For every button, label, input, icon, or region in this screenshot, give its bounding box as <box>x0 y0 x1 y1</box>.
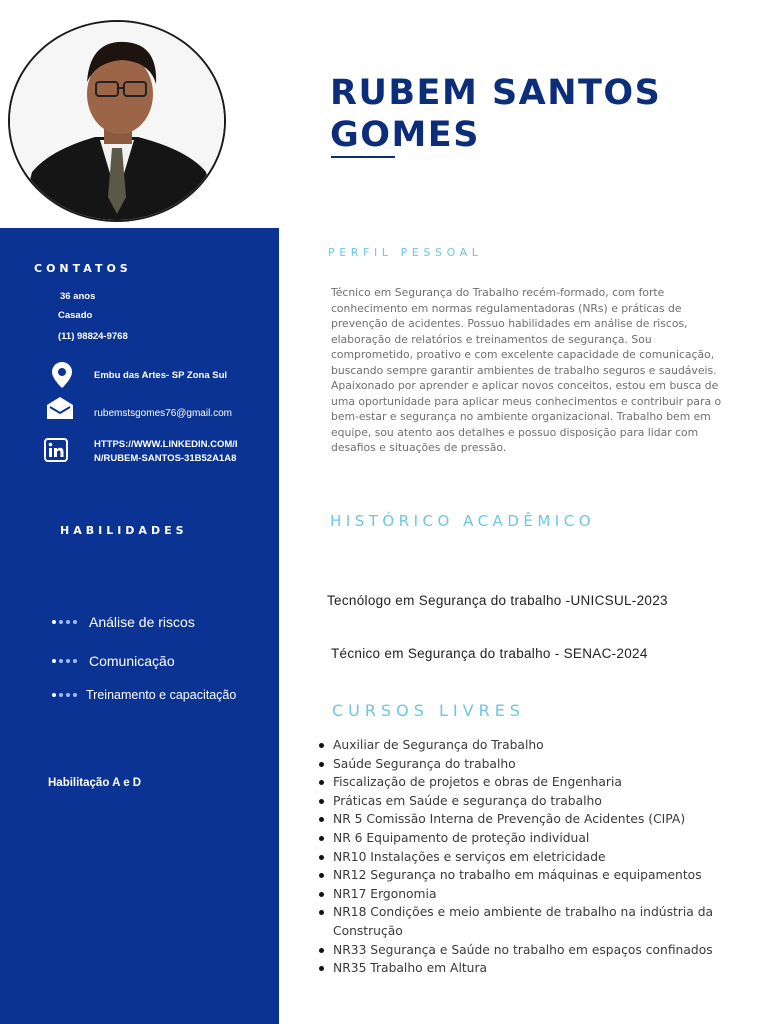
linkedin-url-line-2: N/RUBEM-SANTOS-31B52A1A8 <box>94 453 237 464</box>
age: 36 anos <box>60 291 96 302</box>
profile-title: PERFIL PESSOAL <box>328 246 483 259</box>
name-underline <box>331 156 395 158</box>
location-pin-icon <box>52 362 72 388</box>
list-item: Auxiliar de Segurança do Trabalho <box>318 736 738 755</box>
linkedin-url[interactable] <box>94 438 238 466</box>
list-item: Práticas em Saúde e segurança do trabalho <box>318 792 738 811</box>
list-item: NR17 Ergonomia <box>318 885 738 904</box>
list-item: NR10 Instalações e serviços em eletricidade <box>318 848 738 867</box>
dots-icon <box>52 659 77 663</box>
list-item: NR18 Condições e meio ambiente de trabalho na indústria da Construção <box>318 903 738 940</box>
list-item: NR33 Segurança e Saúde no trabalho em espaços confinados <box>318 941 738 960</box>
driver-license: Habilitação A e D <box>48 777 142 789</box>
phone: (11) 98824-9768 <box>58 331 128 342</box>
name-line-2: GOMES <box>330 115 480 155</box>
list-item: NR12 Segurança no trabalho em máquinas e equipamentos <box>318 866 738 885</box>
skill-item <box>52 688 236 702</box>
email[interactable]: rubemstsgomes76@gmail.com <box>94 408 232 419</box>
contacts-heading: CONTATOS <box>34 262 132 275</box>
list-item: NR 5 Comissão Interna de Prevenção de Acidentes (CIPA) <box>318 810 738 829</box>
marital-status: Casado <box>58 310 93 321</box>
skill-item <box>52 653 175 669</box>
profile-photo <box>8 20 226 222</box>
person-photo-icon <box>10 22 224 220</box>
list-item: Saúde Segurança do trabalho <box>318 755 738 774</box>
academic-item: Tecnólogo em Segurança do trabalho -UNICSUL-2023 <box>327 593 668 608</box>
candidate-name <box>330 72 750 156</box>
skills-heading: HABILIDADES <box>60 524 188 537</box>
envelope-icon <box>47 397 73 419</box>
academic-item: Técnico em Segurança do trabalho - SENAC-2024 <box>331 646 648 661</box>
dots-icon <box>52 693 77 697</box>
location: Embu das Artes- SP Zona Sul <box>94 370 228 381</box>
name-line-1: RUBEM SANTOS <box>330 73 662 113</box>
courses-title: CURSOS LIVRES <box>332 701 525 720</box>
linkedin-icon <box>44 438 68 462</box>
academic-title: HISTÓRICO ACADÊMICO <box>330 512 595 530</box>
list-item: NR 6 Equipamento de proteção individual <box>318 829 738 848</box>
skill-label: Comunicação <box>89 653 175 669</box>
list-item: Fiscalização de projetos e obras de Engenharia <box>318 773 738 792</box>
dots-icon <box>52 620 77 624</box>
courses-list <box>318 736 738 978</box>
skill-label: Análise de riscos <box>89 614 195 630</box>
profile-text: Técnico em Segurança do Trabalho recém-formado, com forte conhecimento em normas regulamentadoras (NRs) e práticas de prevenção de acidentes. Possuo habilidades em análise de riscos, elaboração de relatórios e treinamentos de segurança. Sou comprometido, proativo e com excelente capacidade de comunicação, buscando sempre garantir ambientes de trabalho seguros e saudáveis. Apaixonado por aprender e aplicar novos conceitos, estou em busca de uma oportunidade para aplicar meus conhecimentos e contribuir para o bem-estar e segurança no ambiente organizacional. Trabalho bem em equipe, sou atento aos detalhes e possuo disposição para lidar com desafios e situações de pressão. <box>331 286 722 454</box>
skill-item <box>52 614 195 630</box>
list-item: NR35 Trabalho em Altura <box>318 959 738 978</box>
linkedin-url-line-1: HTTPS://WWW.LINKEDIN.COM/I <box>94 439 238 450</box>
skill-label: Treinamento e capacitação <box>86 688 237 702</box>
